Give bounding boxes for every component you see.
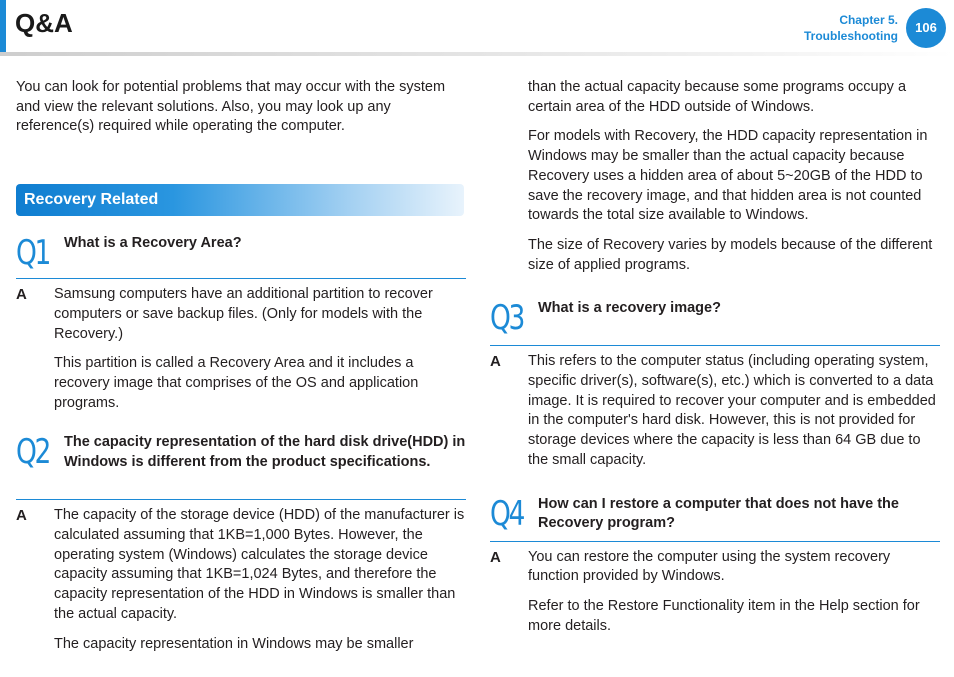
answer-row: [490, 352, 940, 470]
answer-label: A: [16, 507, 27, 525]
answer-paragraph: Refer to the Restore Functionality item in the Help section for more details.: [528, 597, 920, 634]
question-badge: Q1: [16, 233, 50, 274]
chapter-name: Troubleshooting: [804, 29, 898, 43]
question-row: [16, 431, 466, 500]
answer-body: [528, 352, 940, 470]
question-badge: Q4: [490, 493, 524, 534]
page-number-badge: 106: [906, 8, 946, 48]
qa-item-q1: [16, 232, 466, 413]
answer-paragraph: This refers to the computer status (including operating system, specific driver(s), software(s), etc.) which is converted to a data image. It is required to recover your computer and is embedded in the computer's hard disk. However, this is not provided for storage devices where the capacity is less than 64 GB due to the small capacity.: [528, 353, 936, 468]
header-accent-bar: [0, 0, 6, 52]
header-divider: [0, 52, 954, 56]
section-title: Recovery Related: [24, 191, 159, 209]
question-row: [16, 232, 466, 279]
answer-label: A: [490, 353, 501, 371]
answer-paragraph: You can restore the computer using the system recovery function provided by Windows.: [528, 548, 891, 585]
question-badge: Q2: [16, 432, 50, 473]
chapter-label: [804, 12, 898, 44]
answer-body: [54, 285, 466, 413]
answer-paragraph: For models with Recovery, the HDD capacity representation in Windows may be smaller than the actual capacity because Recovery uses a hidden area of about 5~20GB of the HDD to save the recovery image, and that hidden area is not counted towards the total size available to Windows.: [528, 128, 928, 224]
answer-body: [528, 548, 940, 637]
answer-paragraph: The capacity of the storage device (HDD) of the manufacturer is calculated assuming that 1KB=1,000 Bytes. However, the operating system (Windows) calculates the storage device capacity assuming that 1KB=1,024 Bytes, and therefore the capacity representation of the HDD in Windows is smaller than the actual capacity.: [54, 507, 465, 622]
answer-paragraph: Samsung computers have an additional partition to recover computers or save backup files. (Only for models with the Recovery.): [54, 286, 433, 342]
answer-paragraph: than the actual capacity because some programs occupy a certain area of the HDD outside of Windows.: [528, 79, 907, 115]
qa-item-q2: [16, 431, 466, 654]
question-text: What is a recovery image?: [538, 300, 721, 317]
qa-item-q4: [490, 493, 940, 637]
q2-answer-continuation: [490, 78, 940, 275]
question-row: [490, 493, 940, 542]
question-text: How can I restore a computer that does not have the Recovery program?: [538, 495, 899, 532]
answer-paragraph: This partition is called a Recovery Area and it includes a recovery image that comprises of the OS and application programs.: [54, 355, 419, 411]
answer-paragraph: The capacity representation in Windows may be smaller: [54, 635, 414, 652]
question-badge: Q3: [490, 298, 524, 339]
answer-row: [16, 285, 466, 413]
question-text: The capacity representation of the hard disk drive(HDD) in Windows is different from the product specifications.: [64, 434, 466, 471]
answer-paragraph: The size of Recovery varies by models because of the different size of applied programs.: [528, 236, 933, 273]
intro-paragraph: You can look for potential problems that may occur with the system and view the relevant solutions. Also, you may look up any reference(s) required while operating the computer.: [16, 79, 446, 135]
qa-item-q3: [490, 297, 940, 470]
answer-row: [490, 548, 940, 637]
answer-row: [16, 506, 466, 654]
question-row: [490, 297, 940, 346]
answer-label: A: [16, 286, 27, 304]
page-header: [0, 0, 954, 56]
question-text: What is a Recovery Area?: [64, 235, 242, 252]
left-column: [16, 78, 466, 654]
section-header-recovery: [16, 184, 464, 216]
answer-body: [54, 506, 466, 654]
right-column: [490, 78, 940, 636]
chapter-number: Chapter 5.: [839, 13, 898, 27]
answer-label: A: [490, 548, 501, 566]
page-title: Q&A: [15, 8, 73, 38]
